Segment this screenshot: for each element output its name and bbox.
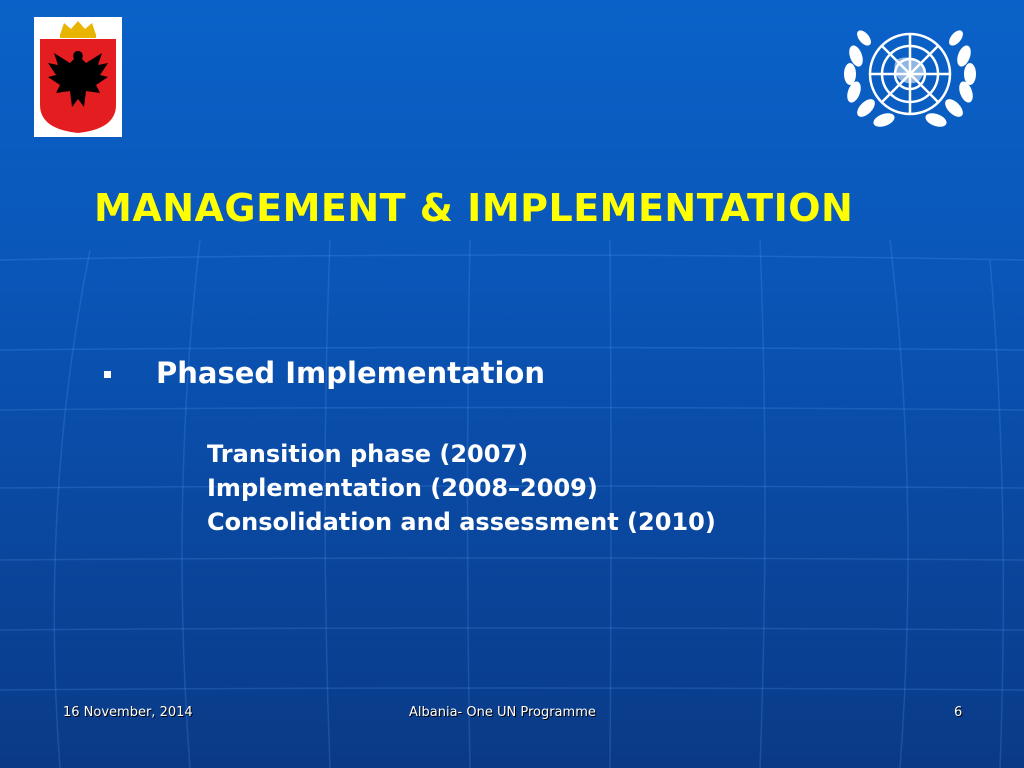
bullet-text: Phased Implementation (156, 356, 545, 390)
square-bullet-icon (104, 371, 111, 378)
un-emblem-icon (838, 16, 982, 136)
slide-title: MANAGEMENT & IMPLEMENTATION (94, 186, 854, 230)
albania-coat-of-arms-icon (34, 17, 122, 137)
footer-date: 16 November, 2014 (63, 705, 193, 720)
phase-item: Transition phase (2007) (207, 440, 529, 468)
footer-title: Albania- One UN Programme (409, 705, 596, 720)
phase-list (207, 437, 716, 539)
slide-number: 6 (954, 705, 963, 720)
phase-item: Consolidation and assessment (2010) (207, 508, 716, 536)
phase-item: Implementation (2008–2009) (207, 474, 598, 502)
